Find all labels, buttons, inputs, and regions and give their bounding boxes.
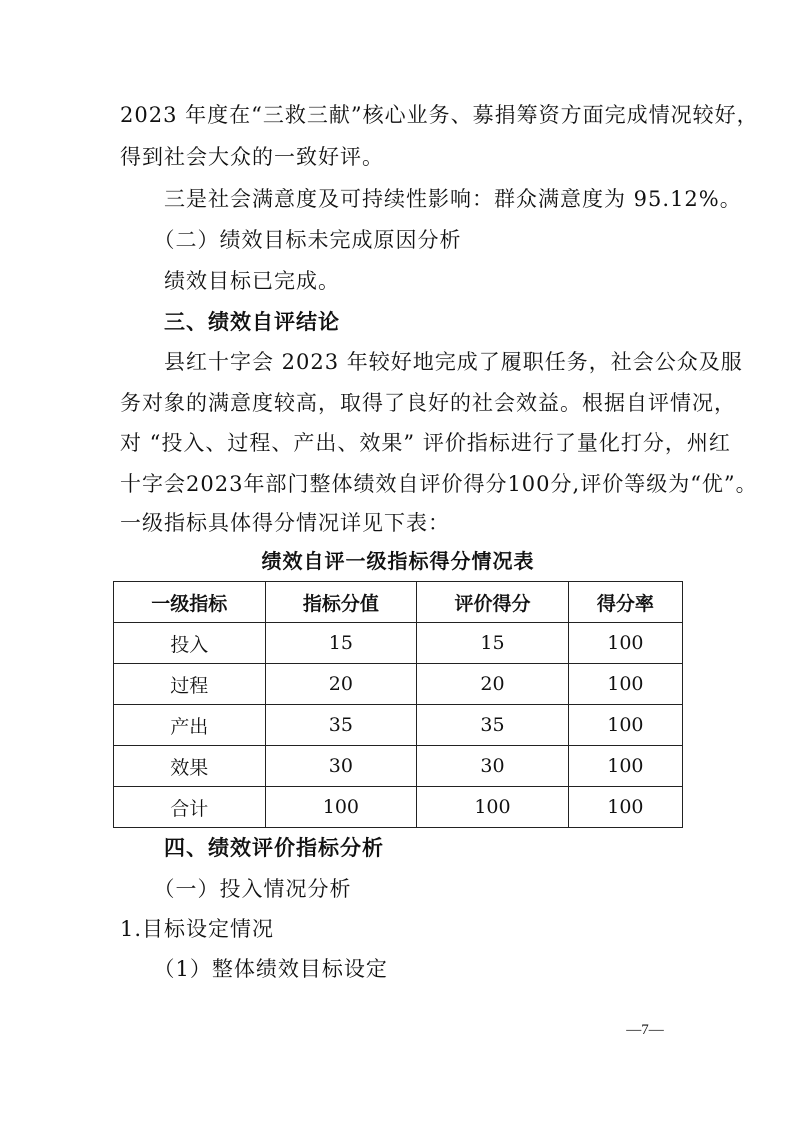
section-heading: 四、绩效评价指标分析: [120, 836, 384, 860]
paragraph-line: 绩效目标已完成。: [120, 269, 340, 293]
column-header: 评价得分: [417, 582, 569, 623]
subsection-heading: （1）整体绩效目标设定: [120, 957, 388, 981]
paragraph-line: 务对象的满意度较高，取得了良好的社会效益。根据自评情况，: [120, 391, 736, 415]
table-cell: 100: [568, 664, 682, 705]
table-cell: 100: [568, 623, 682, 664]
table-cell: 20: [265, 664, 417, 705]
table-row: [114, 623, 683, 664]
table-cell: 30: [265, 746, 417, 787]
section-heading: 三、绩效自评结论: [120, 310, 340, 334]
table-cell: 100: [417, 787, 569, 828]
column-header: 指标分值: [265, 582, 417, 623]
table-cell: 30: [417, 746, 569, 787]
table-cell: 100: [568, 787, 682, 828]
table-cell: 15: [417, 623, 569, 664]
table-cell: 35: [265, 705, 417, 746]
paragraph-line: 县红十字会 2023 年较好地完成了履职任务，社会公众及服: [120, 350, 743, 374]
table-title: 绩效自评一级指标得分情况表: [261, 549, 535, 573]
table-cell: 15: [265, 623, 417, 664]
table-cell: 合计: [114, 787, 266, 828]
section-heading: （二）绩效目标未完成原因分析: [120, 228, 462, 252]
table-cell: 100: [568, 705, 682, 746]
subsection-heading: （一）投入情况分析: [120, 877, 352, 901]
table-row: [114, 705, 683, 746]
table-row: [114, 746, 683, 787]
subsection-heading: 1.目标设定情况: [120, 917, 275, 941]
table-cell: 投入: [114, 623, 266, 664]
table-cell: 过程: [114, 664, 266, 705]
table-row: [114, 664, 683, 705]
score-table: [113, 581, 683, 828]
table-header-row: [114, 582, 683, 623]
table-cell: 效果: [114, 746, 266, 787]
table-cell: 20: [417, 664, 569, 705]
paragraph-line: 对 “投入、过程、产出、效果” 评价指标进行了量化打分，州红: [120, 431, 731, 455]
table-cell: 35: [417, 705, 569, 746]
table-total-row: [114, 787, 683, 828]
column-header: 得分率: [568, 582, 682, 623]
paragraph-line: 得到社会大众的一致好评。: [120, 145, 384, 169]
paragraph-line: 2023 年度在“三救三献”核心业务、募捐筹资方面完成情况较好，: [120, 103, 759, 127]
table-cell: 产出: [114, 705, 266, 746]
page-number: —7—: [626, 1022, 664, 1038]
column-header: 一级指标: [114, 582, 266, 623]
table-cell: 100: [265, 787, 417, 828]
paragraph-line: 一级指标具体得分情况详见下表：: [120, 511, 450, 535]
paragraph-line: 十字会2023年部门整体绩效自评价得分100分,评价等级为“优”。: [120, 472, 758, 496]
table-cell: 100: [568, 746, 682, 787]
paragraph-line: 三是社会满意度及可持续性影响：群众满意度为 95.12%。: [120, 187, 742, 211]
